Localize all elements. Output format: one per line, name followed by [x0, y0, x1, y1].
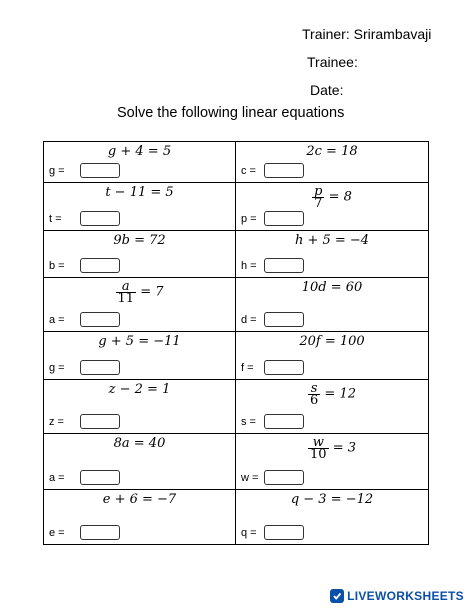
- answer-label: w =: [241, 472, 259, 484]
- equation: [236, 437, 428, 460]
- equation-text: e + 6 = −7: [102, 492, 177, 507]
- equation: [236, 281, 428, 295]
- equation-cell: [236, 231, 428, 278]
- equation-rest: = 7: [140, 284, 164, 300]
- answer-label: q =: [241, 527, 257, 539]
- equation: [44, 383, 235, 397]
- answer-label: t =: [49, 213, 62, 225]
- answer-box[interactable]: [264, 470, 304, 485]
- answer-box[interactable]: [264, 163, 304, 178]
- equation-text: g + 5 = −11: [98, 334, 181, 349]
- answer-box[interactable]: [80, 258, 120, 273]
- equation-rest: = 12: [324, 386, 356, 402]
- equation-text: h + 5 = −4: [294, 233, 370, 248]
- equation: [44, 437, 235, 451]
- equation: [44, 145, 235, 159]
- instructions: Solve the following linear equations: [117, 105, 345, 121]
- trainer-label: Trainer: Srirambavaji: [302, 26, 432, 42]
- equation-cell: [44, 434, 236, 490]
- equation-text: 9b = 72: [113, 233, 166, 248]
- equation-cell: [44, 183, 236, 231]
- equation-cell: [44, 332, 236, 380]
- answer-label: f =: [241, 362, 254, 374]
- equation: [44, 335, 235, 349]
- answer-box[interactable]: [80, 211, 120, 226]
- answer-box[interactable]: [80, 470, 120, 485]
- equation-cell: [236, 183, 428, 231]
- fraction-denominator: 6: [310, 393, 319, 408]
- equation-text: 20f = 100: [299, 334, 365, 349]
- trainee-label: Trainee:: [307, 54, 358, 70]
- answer-box[interactable]: [264, 525, 304, 540]
- equation: [236, 234, 428, 248]
- answer-label: g =: [49, 362, 65, 374]
- equation: [44, 281, 235, 304]
- answer-box[interactable]: [80, 163, 120, 178]
- answer-box[interactable]: [264, 312, 304, 327]
- answer-box[interactable]: [264, 258, 304, 273]
- answer-label: g =: [49, 165, 65, 177]
- equation-text: g + 4 = 5: [107, 144, 172, 159]
- fraction: [308, 383, 320, 406]
- liveworksheets-logo: [330, 589, 464, 603]
- answer-label: b =: [49, 260, 65, 272]
- fraction: [308, 437, 329, 460]
- equation: [44, 234, 235, 248]
- answer-label: p =: [241, 213, 257, 225]
- fraction-numerator: p: [314, 184, 323, 199]
- answer-label: a =: [49, 472, 65, 484]
- fraction-denominator: 10: [310, 447, 327, 462]
- answer-label: z =: [49, 416, 64, 428]
- equation: [236, 383, 428, 406]
- equation-text: 2c = 18: [306, 144, 358, 159]
- answer-label: e =: [49, 527, 65, 539]
- equation-text: 10d = 60: [301, 280, 363, 295]
- answer-label: s =: [241, 416, 256, 428]
- equation-cell: [44, 142, 236, 183]
- equation-cell: [236, 142, 428, 183]
- brand-text: LIVEWORKSHEETS: [347, 589, 464, 603]
- equation: [236, 493, 428, 507]
- equation-cell: [236, 434, 428, 490]
- fraction-denominator: 7: [314, 196, 323, 211]
- answer-box[interactable]: [80, 414, 120, 429]
- equation-cell: [236, 490, 428, 544]
- answer-box[interactable]: [80, 312, 120, 327]
- equation: [236, 186, 428, 209]
- equation-cell: [236, 380, 428, 434]
- answer-label: d =: [241, 314, 257, 326]
- equation-cell: [44, 231, 236, 278]
- equation: [44, 493, 235, 507]
- equation: [236, 335, 428, 349]
- answer-box[interactable]: [264, 360, 304, 375]
- equation-text: q − 3 = −12: [290, 492, 374, 507]
- equation-rest: = 8: [328, 189, 352, 205]
- fraction-numerator: a: [116, 281, 137, 293]
- equation-cell: [44, 490, 236, 544]
- answer-box[interactable]: [264, 211, 304, 226]
- liveworksheets-icon: [330, 589, 344, 603]
- equation-text: z − 2 = 1: [108, 382, 171, 397]
- fraction: [312, 186, 324, 209]
- fraction-denominator: 11: [117, 291, 135, 306]
- equation: [236, 145, 428, 159]
- fraction: [116, 281, 137, 304]
- equation-cell: [44, 380, 236, 434]
- fraction-numerator: s: [308, 383, 320, 395]
- answer-box[interactable]: [264, 414, 304, 429]
- equation-cell: [236, 332, 428, 380]
- equation-grid: [43, 141, 429, 545]
- equation-rest: = 3: [332, 440, 356, 456]
- answer-box[interactable]: [80, 360, 120, 375]
- answer-label: a =: [49, 314, 65, 326]
- date-label: Date:: [310, 82, 344, 98]
- equation-cell: [236, 278, 428, 332]
- answer-label: h =: [241, 260, 257, 272]
- answer-label: c =: [241, 165, 256, 177]
- equation: [44, 186, 235, 200]
- equation-cell: [44, 278, 236, 332]
- equation-text: 8a = 40: [113, 436, 166, 451]
- answer-box[interactable]: [80, 525, 120, 540]
- fraction-numerator: w: [308, 437, 329, 449]
- equation-text: t − 11 = 5: [105, 185, 174, 200]
